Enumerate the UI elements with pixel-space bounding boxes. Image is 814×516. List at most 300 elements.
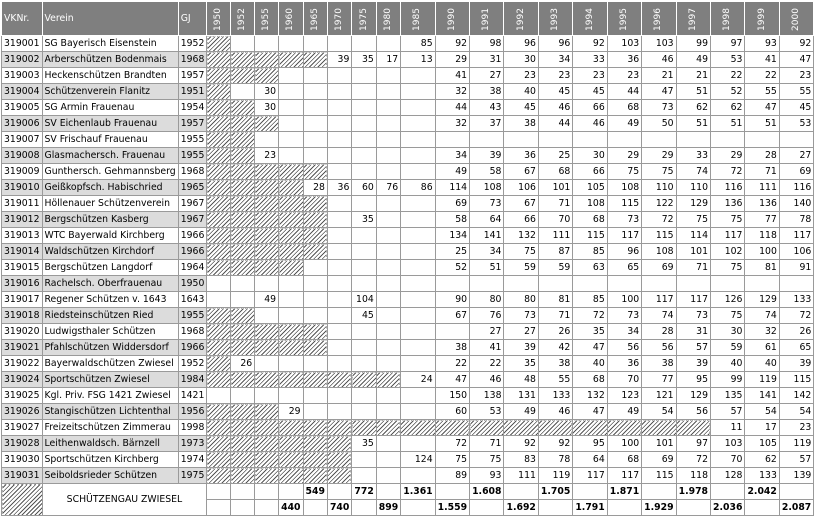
value-cell: [303, 404, 327, 420]
value-cell: [376, 164, 400, 180]
gj-cell: 1998: [178, 420, 207, 436]
value-cell: 46: [538, 100, 572, 116]
summary-total-cell: [207, 484, 231, 500]
value-cell: 29: [607, 148, 641, 164]
value-cell: [352, 148, 376, 164]
summary-total-cell: 1.929: [642, 500, 676, 516]
value-cell: [279, 196, 303, 212]
value-cell: 115: [573, 228, 607, 244]
summary-total-cell: [279, 484, 303, 500]
value-cell: 68: [538, 164, 572, 180]
value-cell: [573, 420, 607, 436]
value-cell: 27: [504, 324, 538, 340]
value-cell: 99: [676, 36, 710, 52]
value-cell: 117: [607, 468, 641, 484]
value-cell: 96: [504, 36, 538, 52]
verein-cell: SG Armin Frauenau: [42, 100, 178, 116]
value-cell: 30: [504, 52, 538, 68]
value-cell: 30: [255, 84, 279, 100]
value-cell: 72: [779, 308, 813, 324]
value-cell: [231, 244, 255, 260]
verein-cell: Stangischützen Lichtenthal: [42, 404, 178, 420]
value-cell: [231, 180, 255, 196]
verein-cell: Schützenverein Flanitz: [42, 84, 178, 100]
value-cell: 78: [538, 452, 572, 468]
vknr-cell: 319007: [2, 132, 43, 148]
value-cell: [352, 132, 376, 148]
value-cell: 22: [470, 356, 504, 372]
value-cell: 70: [607, 372, 641, 388]
value-cell: [255, 196, 279, 212]
value-cell: 59: [538, 260, 572, 276]
table-row: [2, 324, 814, 340]
value-cell: [607, 276, 641, 292]
value-cell: [303, 436, 327, 452]
summary-total-cell: [538, 500, 572, 516]
value-cell: [376, 212, 400, 228]
value-cell: [279, 468, 303, 484]
summary-label: SCHÜTZENGAU ZWIESEL: [42, 484, 207, 516]
value-cell: [401, 356, 435, 372]
value-cell: [401, 228, 435, 244]
value-cell: [642, 132, 676, 148]
value-cell: 139: [779, 468, 813, 484]
value-cell: [327, 308, 351, 324]
header-year: [231, 2, 255, 36]
verein-cell: Freizeitschützen Zimmerau: [42, 420, 178, 436]
value-cell: [303, 164, 327, 180]
value-cell: 133: [745, 468, 779, 484]
value-cell: 70: [538, 212, 572, 228]
value-cell: [279, 452, 303, 468]
value-cell: 24: [401, 372, 435, 388]
value-cell: [255, 340, 279, 356]
value-cell: 47: [779, 52, 813, 68]
vknr-cell: 319005: [2, 100, 43, 116]
value-cell: [376, 292, 400, 308]
value-cell: 38: [538, 356, 572, 372]
value-cell: [207, 180, 231, 196]
table-row: [2, 340, 814, 356]
value-cell: [303, 308, 327, 324]
value-cell: [376, 324, 400, 340]
value-cell: [231, 100, 255, 116]
value-cell: [207, 228, 231, 244]
value-cell: [279, 292, 303, 308]
value-cell: [207, 324, 231, 340]
value-cell: 136: [711, 196, 745, 212]
value-cell: 72: [711, 164, 745, 180]
value-cell: 92: [538, 436, 572, 452]
value-cell: [327, 356, 351, 372]
value-cell: 46: [538, 404, 572, 420]
value-cell: [303, 468, 327, 484]
vknr-cell: 319016: [2, 276, 43, 292]
value-cell: [401, 84, 435, 100]
value-cell: [303, 452, 327, 468]
value-cell: 29: [435, 52, 469, 68]
value-cell: [352, 260, 376, 276]
gj-cell: 1957: [178, 68, 207, 84]
value-cell: 45: [573, 84, 607, 100]
value-cell: [231, 164, 255, 180]
value-cell: 133: [538, 388, 572, 404]
value-cell: 76: [376, 180, 400, 196]
value-cell: 51: [745, 116, 779, 132]
value-cell: [401, 148, 435, 164]
value-cell: 75: [470, 452, 504, 468]
value-cell: 11: [711, 420, 745, 436]
value-cell: 43: [470, 100, 504, 116]
value-cell: [376, 468, 400, 484]
value-cell: [504, 132, 538, 148]
table-row: [2, 276, 814, 292]
value-cell: [255, 68, 279, 84]
value-cell: [470, 420, 504, 436]
value-cell: 110: [676, 180, 710, 196]
value-cell: [435, 324, 469, 340]
value-cell: [676, 132, 710, 148]
value-cell: 67: [504, 196, 538, 212]
vknr-cell: 319031: [2, 468, 43, 484]
value-cell: [231, 468, 255, 484]
value-cell: 44: [538, 116, 572, 132]
value-cell: [779, 132, 813, 148]
value-cell: [711, 132, 745, 148]
value-cell: 115: [642, 468, 676, 484]
verein-cell: Bergschützen Langdorf: [42, 260, 178, 276]
value-cell: 75: [676, 212, 710, 228]
summary-total-cell: [303, 500, 327, 516]
header-year: [303, 2, 327, 36]
summary-total-cell: [504, 484, 538, 500]
value-cell: [303, 116, 327, 132]
value-cell: [255, 452, 279, 468]
value-cell: 128: [711, 468, 745, 484]
value-cell: [327, 276, 351, 292]
value-cell: 32: [435, 84, 469, 100]
value-cell: 117: [573, 468, 607, 484]
vknr-cell: 319027: [2, 420, 43, 436]
header-year-label: 1965: [309, 7, 320, 31]
value-cell: 77: [745, 212, 779, 228]
value-cell: 52: [435, 260, 469, 276]
summary-total-cell: [573, 484, 607, 500]
value-cell: 36: [607, 356, 641, 372]
value-cell: [207, 308, 231, 324]
value-cell: [303, 292, 327, 308]
vknr-cell: 319009: [2, 164, 43, 180]
verein-cell: Heckenschützen Brandten: [42, 68, 178, 84]
value-cell: [352, 84, 376, 100]
value-cell: [327, 340, 351, 356]
value-cell: [401, 212, 435, 228]
table-row: [2, 452, 814, 468]
table-row: [2, 372, 814, 388]
value-cell: 45: [538, 84, 572, 100]
header-year-label: 1998: [722, 7, 733, 31]
value-cell: 75: [711, 260, 745, 276]
gj-cell: 1950: [178, 276, 207, 292]
value-cell: 23: [607, 68, 641, 84]
value-cell: 57: [711, 404, 745, 420]
value-cell: 29: [279, 404, 303, 420]
value-cell: [231, 132, 255, 148]
header-year: [642, 2, 676, 36]
value-cell: [303, 324, 327, 340]
value-cell: 76: [470, 308, 504, 324]
value-cell: 13: [401, 52, 435, 68]
value-cell: 117: [607, 228, 641, 244]
value-cell: 27: [779, 148, 813, 164]
value-cell: 41: [745, 52, 779, 68]
value-cell: 108: [642, 244, 676, 260]
value-cell: 60: [352, 180, 376, 196]
value-cell: 32: [435, 116, 469, 132]
value-cell: 41: [435, 68, 469, 84]
verein-cell: SV Eichenlaub Frauenau: [42, 116, 178, 132]
value-cell: [376, 420, 400, 436]
value-cell: [327, 372, 351, 388]
value-cell: [207, 292, 231, 308]
value-cell: 60: [435, 404, 469, 420]
value-cell: 85: [573, 292, 607, 308]
value-cell: 47: [573, 404, 607, 420]
value-cell: [327, 36, 351, 52]
value-cell: [352, 68, 376, 84]
value-cell: [352, 372, 376, 388]
value-cell: [376, 388, 400, 404]
value-cell: 27: [470, 324, 504, 340]
summary-total-cell: 1.978: [676, 484, 710, 500]
value-cell: 47: [573, 340, 607, 356]
value-cell: [779, 276, 813, 292]
value-cell: 119: [779, 436, 813, 452]
value-cell: 46: [573, 116, 607, 132]
value-cell: 100: [607, 436, 641, 452]
vknr-cell: 319018: [2, 308, 43, 324]
summary-total-cell: 1.559: [435, 500, 469, 516]
value-cell: 72: [573, 308, 607, 324]
value-cell: [231, 196, 255, 212]
value-cell: 129: [676, 196, 710, 212]
value-cell: 122: [642, 196, 676, 212]
value-cell: 58: [470, 164, 504, 180]
value-cell: 26: [779, 324, 813, 340]
vknr-cell: 319022: [2, 356, 43, 372]
value-cell: [231, 372, 255, 388]
value-cell: [401, 436, 435, 452]
value-cell: 44: [607, 84, 641, 100]
header-year-label: 1996: [653, 7, 664, 31]
value-cell: [279, 356, 303, 372]
value-cell: 25: [538, 148, 572, 164]
value-cell: [470, 132, 504, 148]
value-cell: 23: [779, 68, 813, 84]
table-row: [2, 196, 814, 212]
value-cell: 38: [642, 356, 676, 372]
summary-total-cell: 1.791: [573, 500, 607, 516]
value-cell: 51: [711, 116, 745, 132]
value-cell: [327, 148, 351, 164]
value-cell: [352, 116, 376, 132]
value-cell: 73: [470, 196, 504, 212]
value-cell: 65: [607, 260, 641, 276]
gj-cell: 1965: [178, 180, 207, 196]
value-cell: [279, 420, 303, 436]
value-cell: 53: [779, 116, 813, 132]
vknr-cell: 319024: [2, 372, 43, 388]
value-cell: [231, 36, 255, 52]
value-cell: 92: [573, 36, 607, 52]
value-cell: [376, 452, 400, 468]
value-cell: [303, 36, 327, 52]
value-cell: [711, 276, 745, 292]
value-cell: 17: [745, 420, 779, 436]
value-cell: 35: [352, 52, 376, 68]
value-cell: [231, 292, 255, 308]
gj-cell: 1966: [178, 340, 207, 356]
value-cell: [207, 84, 231, 100]
vknr-cell: 319004: [2, 84, 43, 100]
value-cell: 34: [538, 52, 572, 68]
value-cell: [207, 68, 231, 84]
value-cell: [231, 324, 255, 340]
value-cell: 116: [779, 180, 813, 196]
verein-cell: Bayerwaldschützen Zwiesel: [42, 356, 178, 372]
value-cell: 67: [504, 164, 538, 180]
value-cell: [745, 276, 779, 292]
value-cell: [255, 372, 279, 388]
value-cell: 35: [352, 436, 376, 452]
gj-cell: 1955: [178, 308, 207, 324]
value-cell: 62: [745, 452, 779, 468]
value-cell: [279, 228, 303, 244]
value-cell: [376, 36, 400, 52]
value-cell: [231, 452, 255, 468]
value-cell: [401, 68, 435, 84]
value-cell: 51: [470, 260, 504, 276]
value-cell: [207, 100, 231, 116]
value-cell: 101: [642, 436, 676, 452]
header-year: [573, 2, 607, 36]
value-cell: 30: [573, 148, 607, 164]
header-year: [376, 2, 400, 36]
value-cell: [376, 404, 400, 420]
value-cell: 71: [745, 164, 779, 180]
value-cell: 50: [642, 116, 676, 132]
value-cell: 138: [470, 388, 504, 404]
value-cell: 66: [573, 100, 607, 116]
value-cell: [376, 100, 400, 116]
value-cell: [255, 436, 279, 452]
value-cell: 44: [435, 100, 469, 116]
vknr-cell: 319006: [2, 116, 43, 132]
value-cell: [327, 228, 351, 244]
verein-cell: Glasmachersch. Frauenau: [42, 148, 178, 164]
value-cell: [327, 196, 351, 212]
summary-hatch: [2, 484, 43, 516]
verein-cell: Pfahlschützen Widdersdorf: [42, 340, 178, 356]
value-cell: [401, 388, 435, 404]
value-cell: 96: [607, 244, 641, 260]
vknr-cell: 319003: [2, 68, 43, 84]
value-cell: 23: [504, 68, 538, 84]
vknr-cell: 319026: [2, 404, 43, 420]
value-cell: 140: [779, 196, 813, 212]
value-cell: 108: [607, 180, 641, 196]
value-cell: [303, 228, 327, 244]
value-cell: 97: [711, 36, 745, 52]
value-cell: 38: [435, 340, 469, 356]
value-cell: 71: [538, 308, 572, 324]
value-cell: 72: [642, 212, 676, 228]
value-cell: [207, 340, 231, 356]
value-cell: 92: [435, 36, 469, 52]
value-cell: 106: [504, 180, 538, 196]
gj-cell: 1966: [178, 244, 207, 260]
value-cell: 62: [711, 100, 745, 116]
value-cell: 22: [745, 68, 779, 84]
value-cell: [279, 52, 303, 68]
table-row: [2, 388, 814, 404]
summary-total-cell: 549: [303, 484, 327, 500]
value-cell: 115: [607, 196, 641, 212]
value-cell: 23: [255, 148, 279, 164]
value-cell: [327, 212, 351, 228]
value-cell: [352, 324, 376, 340]
summary-total-cell: [711, 484, 745, 500]
value-cell: 57: [779, 452, 813, 468]
value-cell: 57: [676, 340, 710, 356]
value-cell: [401, 260, 435, 276]
value-cell: 92: [779, 36, 813, 52]
header-year-label: 1994: [584, 7, 595, 31]
vereins-table: [1, 1, 814, 516]
value-cell: [303, 68, 327, 84]
gj-cell: 1952: [178, 36, 207, 52]
header-year-label: 1995: [618, 7, 629, 31]
value-cell: 141: [470, 228, 504, 244]
value-cell: 35: [504, 356, 538, 372]
value-cell: 104: [352, 292, 376, 308]
gj-cell: 1956: [178, 404, 207, 420]
table-row: [2, 404, 814, 420]
value-cell: [255, 36, 279, 52]
value-cell: [376, 84, 400, 100]
value-cell: [231, 436, 255, 452]
summary-total-cell: [745, 500, 779, 516]
value-cell: 29: [642, 148, 676, 164]
value-cell: [279, 260, 303, 276]
value-cell: 110: [642, 180, 676, 196]
value-cell: [435, 276, 469, 292]
value-cell: 21: [676, 68, 710, 84]
value-cell: 22: [711, 68, 745, 84]
vknr-cell: 319014: [2, 244, 43, 260]
value-cell: 47: [745, 100, 779, 116]
value-cell: 119: [538, 468, 572, 484]
value-cell: [303, 340, 327, 356]
header-gj: GJ: [178, 2, 207, 36]
value-cell: 91: [779, 260, 813, 276]
summary-total-cell: 2.036: [711, 500, 745, 516]
value-cell: [676, 420, 710, 436]
value-cell: 61: [745, 340, 779, 356]
value-cell: 45: [352, 308, 376, 324]
value-cell: [207, 212, 231, 228]
value-cell: 115: [642, 228, 676, 244]
